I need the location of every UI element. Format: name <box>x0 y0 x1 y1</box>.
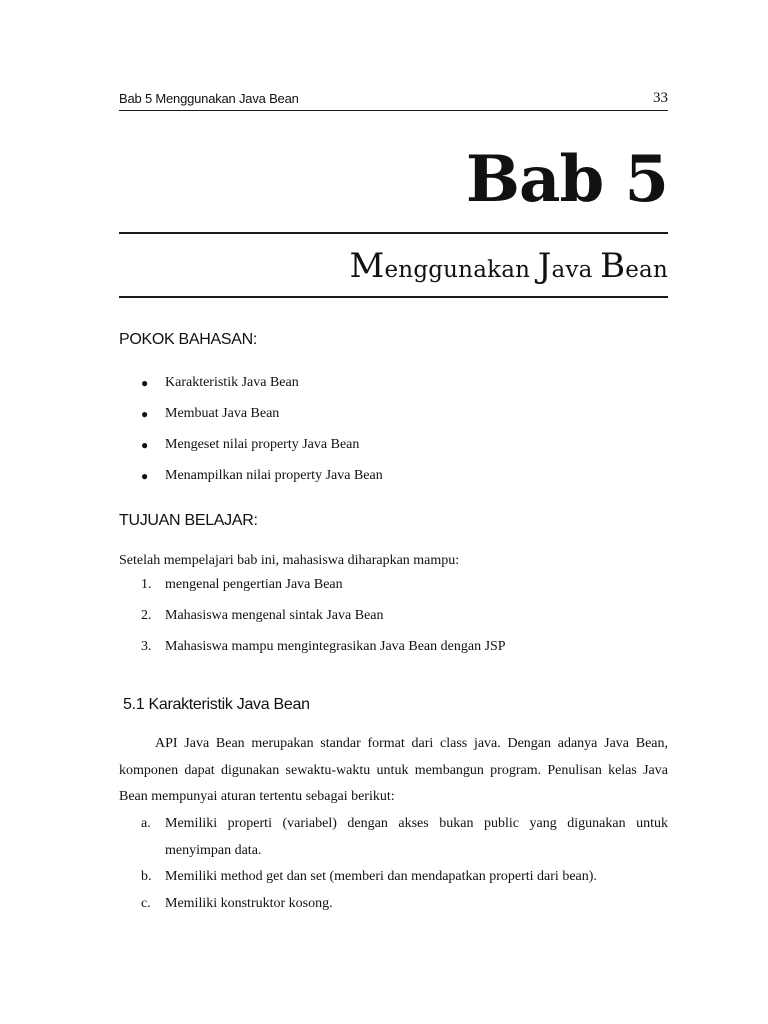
bullet-icon: ● <box>141 376 149 390</box>
chapter-title-word: ean <box>625 257 668 283</box>
list-item <box>119 576 668 607</box>
section-5-1-rules-list <box>119 811 668 917</box>
list-item-text: Membuat Java Bean <box>165 406 280 421</box>
list-item-text: Menampilkan nilai property Java Bean <box>165 468 383 483</box>
list-item <box>119 891 668 918</box>
list-item-letter: a. <box>141 816 151 831</box>
running-header-title: Bab 5 Menggunakan Java Bean <box>119 91 299 106</box>
chapter-title-initial: M <box>349 246 385 286</box>
bullet-icon: ● <box>141 469 149 483</box>
chapter-title-bottom-rule <box>119 296 668 298</box>
list-item-number: 2. <box>141 608 152 623</box>
page-number: 33 <box>653 90 668 106</box>
chapter-title <box>349 244 668 292</box>
section-5-1-paragraph: API Java Bean merupakan standar format dari class java. Dengan adanya Java Bean, komponen dapat digunakan sewaktu-waktu untuk membangun program. Penulisan kelas Java Bean mempunyai aturan tertentu sebagai berikut: <box>119 736 668 804</box>
tujuan-belajar-heading: TUJUAN BELAJAR: <box>119 512 258 529</box>
pokok-bahasan-heading: POKOK BAHASAN: <box>119 331 258 348</box>
list-item-text: Mahasiswa mengenal sintak Java Bean <box>165 608 384 623</box>
list-item <box>119 638 668 669</box>
chapter-number: Bab 5 <box>465 142 668 217</box>
list-item <box>119 374 668 405</box>
list-item-text: Mahasiswa mampu mengintegrasikan Java Bean dengan JSP <box>165 639 506 654</box>
list-item-text: Memiliki properti (variabel) dengan akses bukan public yang digunakan untuk menyimpan data. <box>165 816 668 858</box>
list-item-number: 1. <box>141 577 152 592</box>
tujuan-belajar-intro: Setelah mempelajari bab ini, mahasiswa diharapkan mampu: <box>119 553 460 568</box>
list-item <box>119 405 668 436</box>
bullet-icon: ● <box>141 438 149 452</box>
chapter-title-word: enggunakan <box>384 257 538 283</box>
list-item <box>119 864 668 891</box>
list-item-text: Memiliki method get dan set (memberi dan mendapatkan properti dari bean). <box>165 869 597 884</box>
list-item-text: Memiliki konstruktor kosong. <box>165 895 333 911</box>
bullet-icon: ● <box>141 407 149 421</box>
chapter-title-initial: B <box>600 246 626 286</box>
list-item-text: mengenal pengertian Java Bean <box>165 577 343 592</box>
chapter-title-word: ava <box>551 257 601 283</box>
list-item-letter: b. <box>141 869 152 884</box>
chapter-title-top-rule <box>119 232 668 234</box>
list-item-text: Karakteristik Java Bean <box>165 375 299 390</box>
list-item-number: 3. <box>141 639 152 654</box>
pokok-bahasan-list <box>119 374 668 498</box>
running-header <box>119 88 668 111</box>
list-item <box>119 467 668 498</box>
tujuan-belajar-list <box>119 576 668 669</box>
list-item <box>119 436 668 467</box>
list-item <box>119 607 668 638</box>
list-item-letter: c. <box>141 895 151 911</box>
list-item-text: Mengeset nilai property Java Bean <box>165 437 360 452</box>
section-5-1-heading: 5.1 Karakteristik Java Bean <box>123 696 310 713</box>
list-item <box>119 811 668 864</box>
chapter-title-initial: J <box>537 246 552 286</box>
